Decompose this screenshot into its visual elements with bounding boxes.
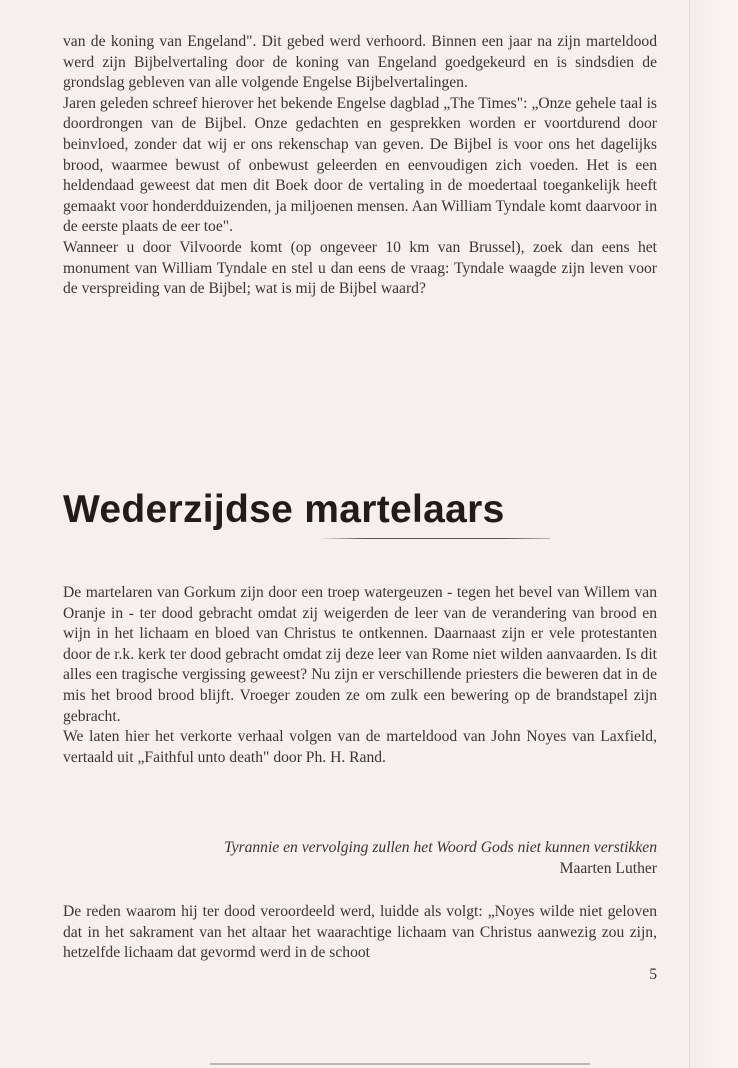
paragraph: De martelaren van Gorkum zijn door een troep watergeuzen - tegen het bevel van Willem van Oranje in - ter dood gebracht omdat zij weigerden de leer van de verandering van brood en wijn in het lichaam en bloed van Christus te ontkennen. Daarnaast zijn er vele protestanten door de r.k. kerk ter dood gebracht omdat zij deze leer van Rome niet wilden aanvaarden. Is dit alles een tragische vergissing geweest? Nu zijn er verschillende priesters die beweren dat in de mis het brood brood blijft. Vroeger zouden ze om zulk een bewering op de brandstapel zijn gebracht. xyxy=(63,584,657,725)
epigraph xyxy=(100,838,657,879)
bottom-scan-line xyxy=(210,1063,590,1065)
page-edge xyxy=(690,0,738,1068)
tyndale-article-text xyxy=(63,32,657,300)
paragraph: De reden waarom hij ter dood veroordeeld werd, luidde als volgt: „Noyes wilde niet geloven dat in het sakrament van het altaar het waarachtige lichaam van Christus aanwezig zou zijn, hetzelfde lichaam dat gevormd werd in de schoot xyxy=(63,903,657,962)
paragraph: van de koning van Engeland". Dit gebed werd verhoord. Binnen een jaar na zijn marteldood werd zijn Bijbelvertaling door de koning van Engeland goedgekeurd en is sindsdien de grondslag gebleven van alle volgende Engelse Bijbelvertalingen. xyxy=(63,33,657,92)
paragraph: Wanneer u door Vilvoorde komt (op ongeveer 10 km van Brussel), zoek dan eens het monument van William Tyndale en stel u dan eens de vraag: Tyndale waagde zijn leven voor de verspreiding van de Bijbel; wat is mij de Bijbel waard? xyxy=(63,238,657,298)
page-number: 5 xyxy=(649,966,657,983)
article-title: Wederzijdse martelaars xyxy=(63,488,505,531)
title-underline xyxy=(318,538,550,539)
quote-text: Tyrannie en vervolging zullen het Woord Gods niet kunnen verstikken xyxy=(224,839,657,856)
paragraph: We laten hier het verkorte verhaal volgen van de marteldood van John Noyes van Laxfield, vertaald uit „Faithful unto death" door Ph. H. Rand. xyxy=(63,728,657,766)
quote-author: Maarten Luther xyxy=(559,859,657,877)
paragraph: Jaren geleden schreef hierover het bekende Engelse dagblad „The Times": „Onze gehele taal is doordrongen van de Bijbel. Onze gedachten en gesprekken worden er voortdurend door beinvloed, zonder dat wij er ons rekenschap van geven. De Bijbel is voor ons het dagelijks brood, waarmee bewust of onbewust geleerden en eenvoudigen zich voeden. Het is een heldendaad geweest dat men dit Boek door de vertaling in de moedertaal toegankelijk heeft gemaakt voor honderdduizenden, ja miljoenen mensen. Aan William Tyndale komt daarvoor in de eerste plaats de eer toe". xyxy=(63,94,657,236)
closing-text xyxy=(63,902,657,964)
martyrs-article-text xyxy=(63,583,657,768)
